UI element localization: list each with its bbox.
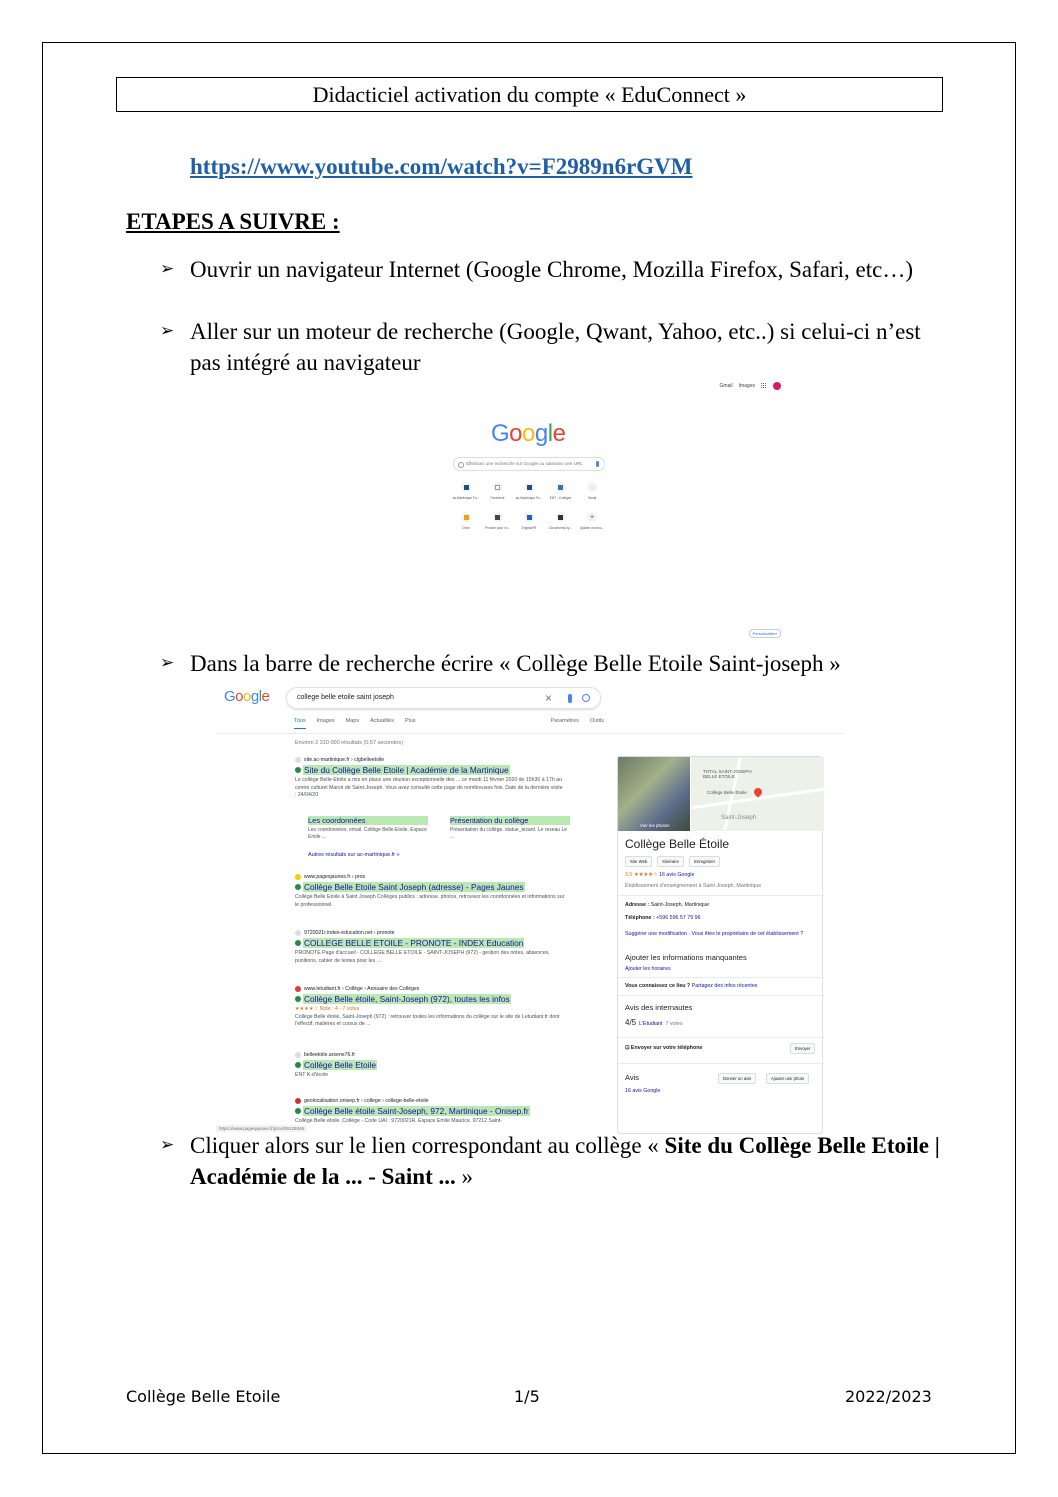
google-logo: Google <box>491 420 566 447</box>
directions-button[interactable]: Itinéraire <box>657 856 684 867</box>
sitelink[interactable]: Les coordonnées <box>308 816 428 825</box>
share-info-link[interactable]: Partagez des infos récentes <box>691 983 758 989</box>
give-review-button[interactable]: Donner un avis <box>718 1073 756 1084</box>
add-shortcut-tile[interactable]: + Ajouter un racc... <box>579 513 605 530</box>
shortcut-tile[interactable]: Gmail <box>577 482 607 500</box>
result-link[interactable]: Site du Collège Belle Etoile | Académie de la Martinique <box>304 765 509 775</box>
avatar[interactable] <box>773 382 781 390</box>
tab-images[interactable]: Images <box>316 718 335 724</box>
shortcut-tile[interactable]: Documents by... <box>546 512 576 530</box>
shortcut-tile[interactable]: Facebook <box>483 482 513 500</box>
add-hours-link[interactable]: Ajouter les horaires <box>625 966 671 972</box>
google-results-screenshot <box>216 684 844 1134</box>
reviews-link[interactable]: 16 avis Google <box>659 872 695 878</box>
shortcut-tile[interactable]: ac-Martinique Fo... <box>451 482 481 500</box>
search-icon[interactable] <box>582 694 590 702</box>
check-icon <box>295 1062 301 1068</box>
images-link[interactable]: Images <box>738 383 755 389</box>
search-result: 9720021r.index-education.net › pronote COLLEGE BELLE ETOILE - PRONOTE - INDEX Education PRONOTE Page d'accueil - COLLEGE BELLE ETOILE - SAINT-JOSEPH (972) - gestion des notes, absences, punitions, cahier de textes pour les ... <box>295 930 550 964</box>
check-icon <box>295 996 301 1002</box>
sitelink[interactable]: Présentation du collège <box>450 816 570 825</box>
shortcut-tile[interactable]: EnglishFR <box>514 512 544 530</box>
shortcut-tile[interactable]: ac-Martinique Fo... <box>514 482 544 500</box>
microphone-icon[interactable] <box>568 694 572 703</box>
more-results-link[interactable]: Autres résultats sur ac-martinique.fr » <box>308 852 400 858</box>
check-icon <box>295 767 301 773</box>
result-link[interactable]: Collège Belle Etoile <box>304 1060 376 1070</box>
search-result: belleetoile.arsene76.fr Collège Belle Etoile ENT K-d'école <box>295 1052 376 1078</box>
search-result: www.pagesjaunes.fr › pros Collège Belle Etoile Saint Joseph (adresse) - Pages Jaunes Collège Belle Etoile à Saint Joseph Collèges publics : adresse, photos, retrouvez les coordonnées et informations sur le professionnel. <box>295 874 565 908</box>
google-topbar <box>720 382 781 390</box>
footer-school: Collège Belle Etoile <box>126 1387 281 1406</box>
add-photo-button[interactable]: Ajouter une photo <box>766 1073 809 1084</box>
clear-icon[interactable]: × <box>544 691 552 705</box>
arrow-bullet-icon: ➢ <box>160 1135 175 1155</box>
sitelinks: Les coordonnées Les coordonnées, email. Collège Belle-Etoile. Espace Emile ... Présentation du collège Présentation du collège. statue_lezard. Le reseau Le ... <box>308 816 578 841</box>
map-thumbnail[interactable]: TOTAL SAINT-JOSEPH BELLE ETOILE Collège Belle Étoile Saint-Joseph <box>691 757 824 831</box>
shortcut-tile[interactable]: ENT - Collèges <box>546 482 576 500</box>
tab-settings[interactable]: Paramètres <box>550 718 579 724</box>
results-search-input[interactable]: college belle etoile saint joseph × <box>286 687 601 709</box>
tab-news[interactable]: Actualités <box>370 718 394 724</box>
favicon-icon <box>295 874 301 880</box>
google-reviews-link[interactable]: 16 avis Google <box>625 1088 661 1094</box>
arrow-bullet-icon: ➢ <box>160 321 175 341</box>
apps-grid-icon[interactable] <box>761 383 767 389</box>
step-4: ➢ Cliquer alors sur le lien correspondant au collège « Site du Collège Belle Etoile | Académie de la ... - Saint ... » <box>160 1130 940 1192</box>
favicon-icon <box>295 1052 301 1058</box>
favicon-icon <box>295 930 301 936</box>
save-button[interactable]: Enregistrer <box>689 856 720 867</box>
microphone-icon[interactable] <box>596 461 599 467</box>
phone-link[interactable]: +596 596 57 79 96 <box>656 915 701 921</box>
google-home-screenshot <box>283 378 783 640</box>
check-icon <box>295 1108 301 1114</box>
favicon-icon <box>295 986 301 992</box>
website-button[interactable]: Site Web <box>625 856 652 867</box>
step-3: ➢ Dans la barre de recherche écrire « Collège Belle Etoile Saint-joseph » <box>160 648 940 679</box>
tab-more[interactable]: Plus <box>404 718 416 724</box>
step-1: ➢ Ouvrir un navigateur Internet (Google Chrome, Mozilla Firefox, Safari, etc…) <box>160 254 940 285</box>
tab-maps[interactable]: Maps <box>345 718 360 724</box>
google-logo: Google <box>224 688 270 705</box>
shortcut-tiles <box>451 482 607 530</box>
tab-all[interactable]: Tous <box>294 718 306 729</box>
gmail-link[interactable]: Gmail <box>719 383 733 389</box>
footer-page: 1/5 <box>514 1387 540 1406</box>
results-tabs <box>294 718 604 729</box>
result-link[interactable]: Collège Belle Etoile Saint Joseph (adresse) - Pages Jaunes <box>304 882 524 892</box>
knowledge-panel: Voir les photos TOTAL SAINT-JOSEPH BELLE ETOILE Collège Belle Étoile Saint-Joseph Collège Belle Étoile Site Web Itinéraire Enregistrer 3,5 ★★★★☆ 16 avis Google Établissement d'enseignement à Saint Joseph, Martinique Adresse : Saint-Joseph, Martinique Téléphone : +596 596 57 79 96 Suggérer une modification · Vous êtes le propriétaire de cet établissement ? Ajouter les informations manquantes Ajouter les horaires Vous connaissez ce lieu ? Partagez des infos récentes Avis des internautes 4/5 L'Etudiant 7 votes ⊡ Envoyer sur votre téléphone Envoyer Avis 16 avis Google Donner un avis Ajouter une photo <box>617 756 823 1134</box>
search-result: www.letudiant.fr › Collège › Annuaire des Collèges Collège Belle étoile, Saint-Joseph (972), toutes les infos ★★★★☆ Note : 4 - 7 votes Collège Belle étoile, Saint-Joseph (972) : retrouver toutes les informations du collège sur le site de Letudiant.fr dont l'effectif, matières et cursus de ... <box>295 986 560 1027</box>
place-name: Collège Belle Étoile <box>625 837 730 851</box>
search-result: site.ac-martinique.fr › clgbelleetoile Site du Collège Belle Etoile | Académie de la Martinique Le collège Belle-Etoile a mis en place une réunion exceptionnelle des ... ce mardi 11 février 2020 de 15h30 à 17h au centre culturel Marcé de Saint-Joseph. Vous avez consulté cette page de nombreuses fois. Date de la dernière visite : 24/04/20 <box>295 757 563 798</box>
document-title: Didacticiel activation du compte « EduConnect » <box>116 77 943 112</box>
result-link[interactable]: Collège Belle étoile, Saint-Joseph (972), toutes les infos <box>304 994 510 1004</box>
result-link[interactable]: COLLEGE BELLE ETOILE - PRONOTE - INDEX Education <box>304 938 524 948</box>
divider <box>216 733 844 734</box>
customize-button[interactable]: Personnaliser <box>749 629 781 638</box>
photos-thumbnail[interactable]: Voir les photos <box>618 757 690 831</box>
tab-tools[interactable]: Outils <box>589 718 604 724</box>
video-link[interactable]: https://www.youtube.com/watch?v=F2989n6rGVM <box>190 154 693 179</box>
place-actions <box>625 856 720 867</box>
arrow-bullet-icon: ➢ <box>160 259 175 279</box>
shortcut-tile[interactable]: Drive <box>451 512 481 530</box>
shortcut-tile[interactable]: Pronote pour vo... <box>483 512 513 530</box>
check-icon <box>295 884 301 890</box>
send-to-phone: ⊡ Envoyer sur votre téléphone <box>625 1045 703 1051</box>
check-icon <box>295 940 301 946</box>
favicon-icon <box>295 1098 301 1104</box>
footer-year: 2022/2023 <box>845 1387 932 1406</box>
step-2: ➢ Aller sur un moteur de recherche (Google, Qwant, Yahoo, etc..) si celui-ci n’est pas intégré au navigateur <box>160 316 940 378</box>
search-result: geolocalisation.onisep.fr › college › college-belle-etoile Collège Belle étoile Saint-Joseph, 972, Martinique - Onisep.fr Collège Belle étoile. Collège - Code UAI : 9720021R. Espace Emile Maurice. 97212 Saint- <box>295 1098 529 1124</box>
arrow-bullet-icon: ➢ <box>160 653 175 673</box>
google-search-input[interactable]: Effectuez une recherche sur Google ou saisissez une URL <box>453 457 605 471</box>
steps-heading: ETAPES A SUIVRE : <box>126 209 340 234</box>
status-url: https://www.pagesjaunes.fr/pros/09129346 <box>216 1125 307 1132</box>
favicon-icon <box>295 757 301 763</box>
result-link[interactable]: Collège Belle étoile Saint-Joseph, 972, Martinique - Onisep.fr <box>304 1106 529 1116</box>
send-button[interactable]: Envoyer <box>790 1043 815 1054</box>
result-stats: Environ 2 310 000 résultats (0,57 secondes) <box>295 740 403 746</box>
suggest-edit-link[interactable]: Suggérer une modification · Vous êtes le propriétaire de cet établissement ? <box>625 931 804 937</box>
